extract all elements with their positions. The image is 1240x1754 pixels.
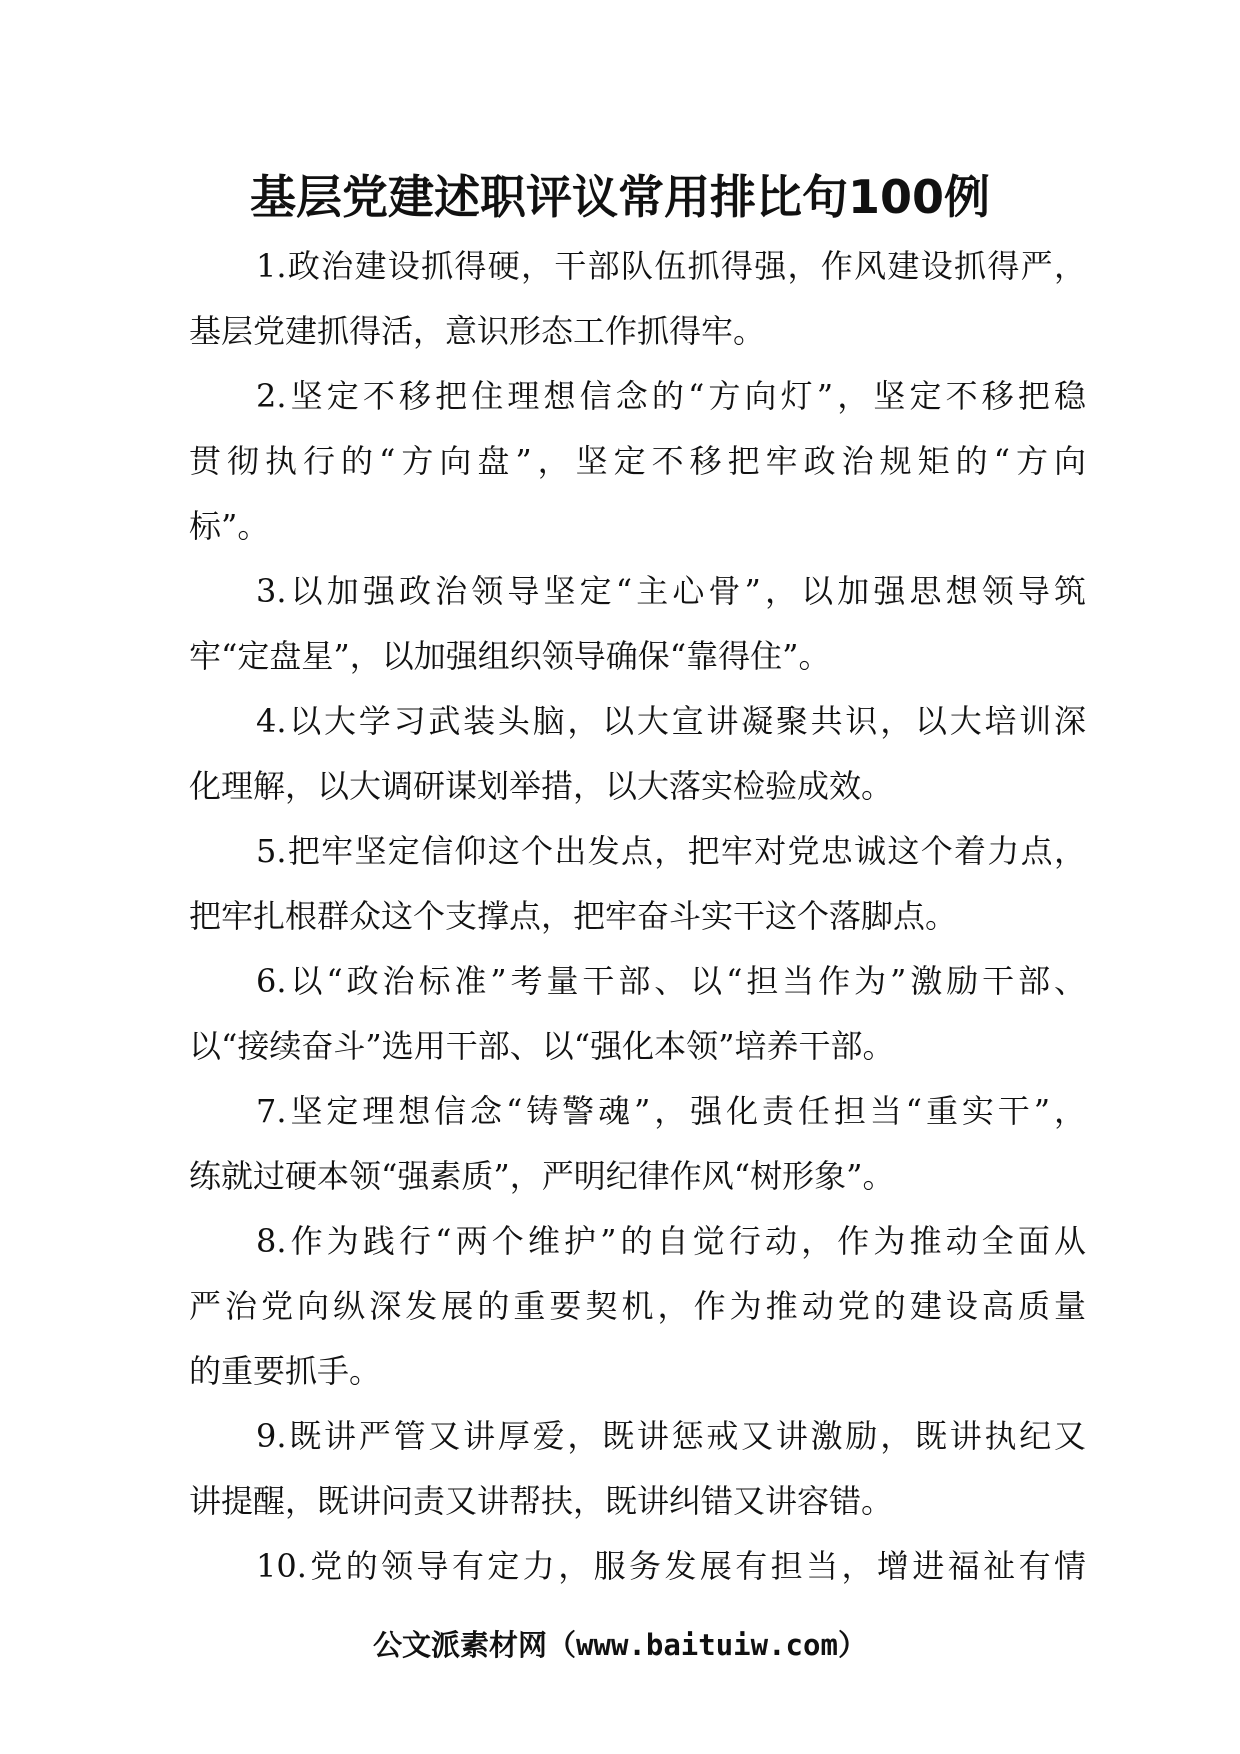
paragraph-line: 牢“定盘星”，以加强组织领导确保“靠得住”。: [189, 637, 831, 675]
paragraph-line: 贯彻执行的“方向盘”，坚定不移把牢政治规矩的“方向: [189, 442, 1086, 480]
paragraph-line: 1.政治建设抓得硬，干部队伍抓得强，作风建设抓得严，: [256, 247, 1086, 285]
paragraph-line: 化理解，以大调研谋划举措，以大落实检验成效。: [189, 767, 894, 805]
paragraph-8: [189, 1209, 1086, 1404]
paragraph-10: [189, 1534, 1086, 1599]
paragraph-line: 6.以“政治标准”考量干部、以“担当作为”激励干部、: [256, 962, 1086, 1000]
document-title: 基层党建述职评议常用排比句100例: [249, 170, 991, 224]
paragraph-line: 3.以加强政治领导坚定“主心骨”，以加强思想领导筑: [256, 572, 1086, 610]
paragraph-line: 9.既讲严管又讲厚爱，既讲惩戒又讲激励，既讲执纪又: [256, 1417, 1086, 1455]
paragraph-6: [189, 949, 1086, 1079]
paragraph-3: [189, 559, 1086, 689]
paragraph-4: [189, 689, 1086, 819]
paragraph-line: 严治党向纵深发展的重要契机，作为推动党的建设高质量: [189, 1287, 1086, 1325]
paragraph-line: 把牢扎根群众这个支撑点，把牢奋斗实干这个落脚点。: [189, 897, 958, 935]
paragraph-line: 8.作为践行“两个维护”的自觉行动，作为推动全面从: [256, 1222, 1086, 1260]
paragraph-2: [189, 364, 1086, 559]
paragraph-line: 讲提醒，既讲问责又讲帮扶，既讲纠错又讲容错。: [189, 1482, 894, 1520]
paragraph-line: 5.把牢坚定信仰这个出发点，把牢对党忠诚这个着力点，: [256, 832, 1086, 870]
paragraph-line: 以“接续奋斗”选用干部、以“强化本领”培养干部。: [189, 1027, 895, 1065]
paragraph-line: 练就过硬本领“强素质”，严明纪律作风“树形象”。: [189, 1157, 895, 1195]
paragraph-line: 的重要抓手。: [189, 1352, 382, 1390]
paragraph-line: 基层党建抓得活，意识形态工作抓得牢。: [189, 312, 766, 350]
paragraph-line: 10.党的领导有定力，服务发展有担当，增进福祉有情: [256, 1547, 1086, 1585]
paragraph-line: 4.以大学习武装头脑，以大宣讲凝聚共识，以大培训深: [256, 702, 1086, 740]
paragraph-line: 7.坚定理想信念“铸警魂”，强化责任担当“重实干”，: [256, 1092, 1086, 1130]
paragraph-5: [189, 819, 1086, 949]
paragraph-line: 2.坚定不移把住理想信念的“方向灯”，坚定不移把稳: [256, 377, 1086, 415]
paragraph-7: [189, 1079, 1086, 1209]
paragraph-1: [189, 234, 1086, 364]
paragraph-9: [189, 1404, 1086, 1534]
page-footer-source: 公文派素材网（www.baituiw.com）: [373, 1628, 867, 1662]
document-body: [189, 234, 1086, 1599]
paragraph-line: 标”。: [189, 507, 270, 545]
